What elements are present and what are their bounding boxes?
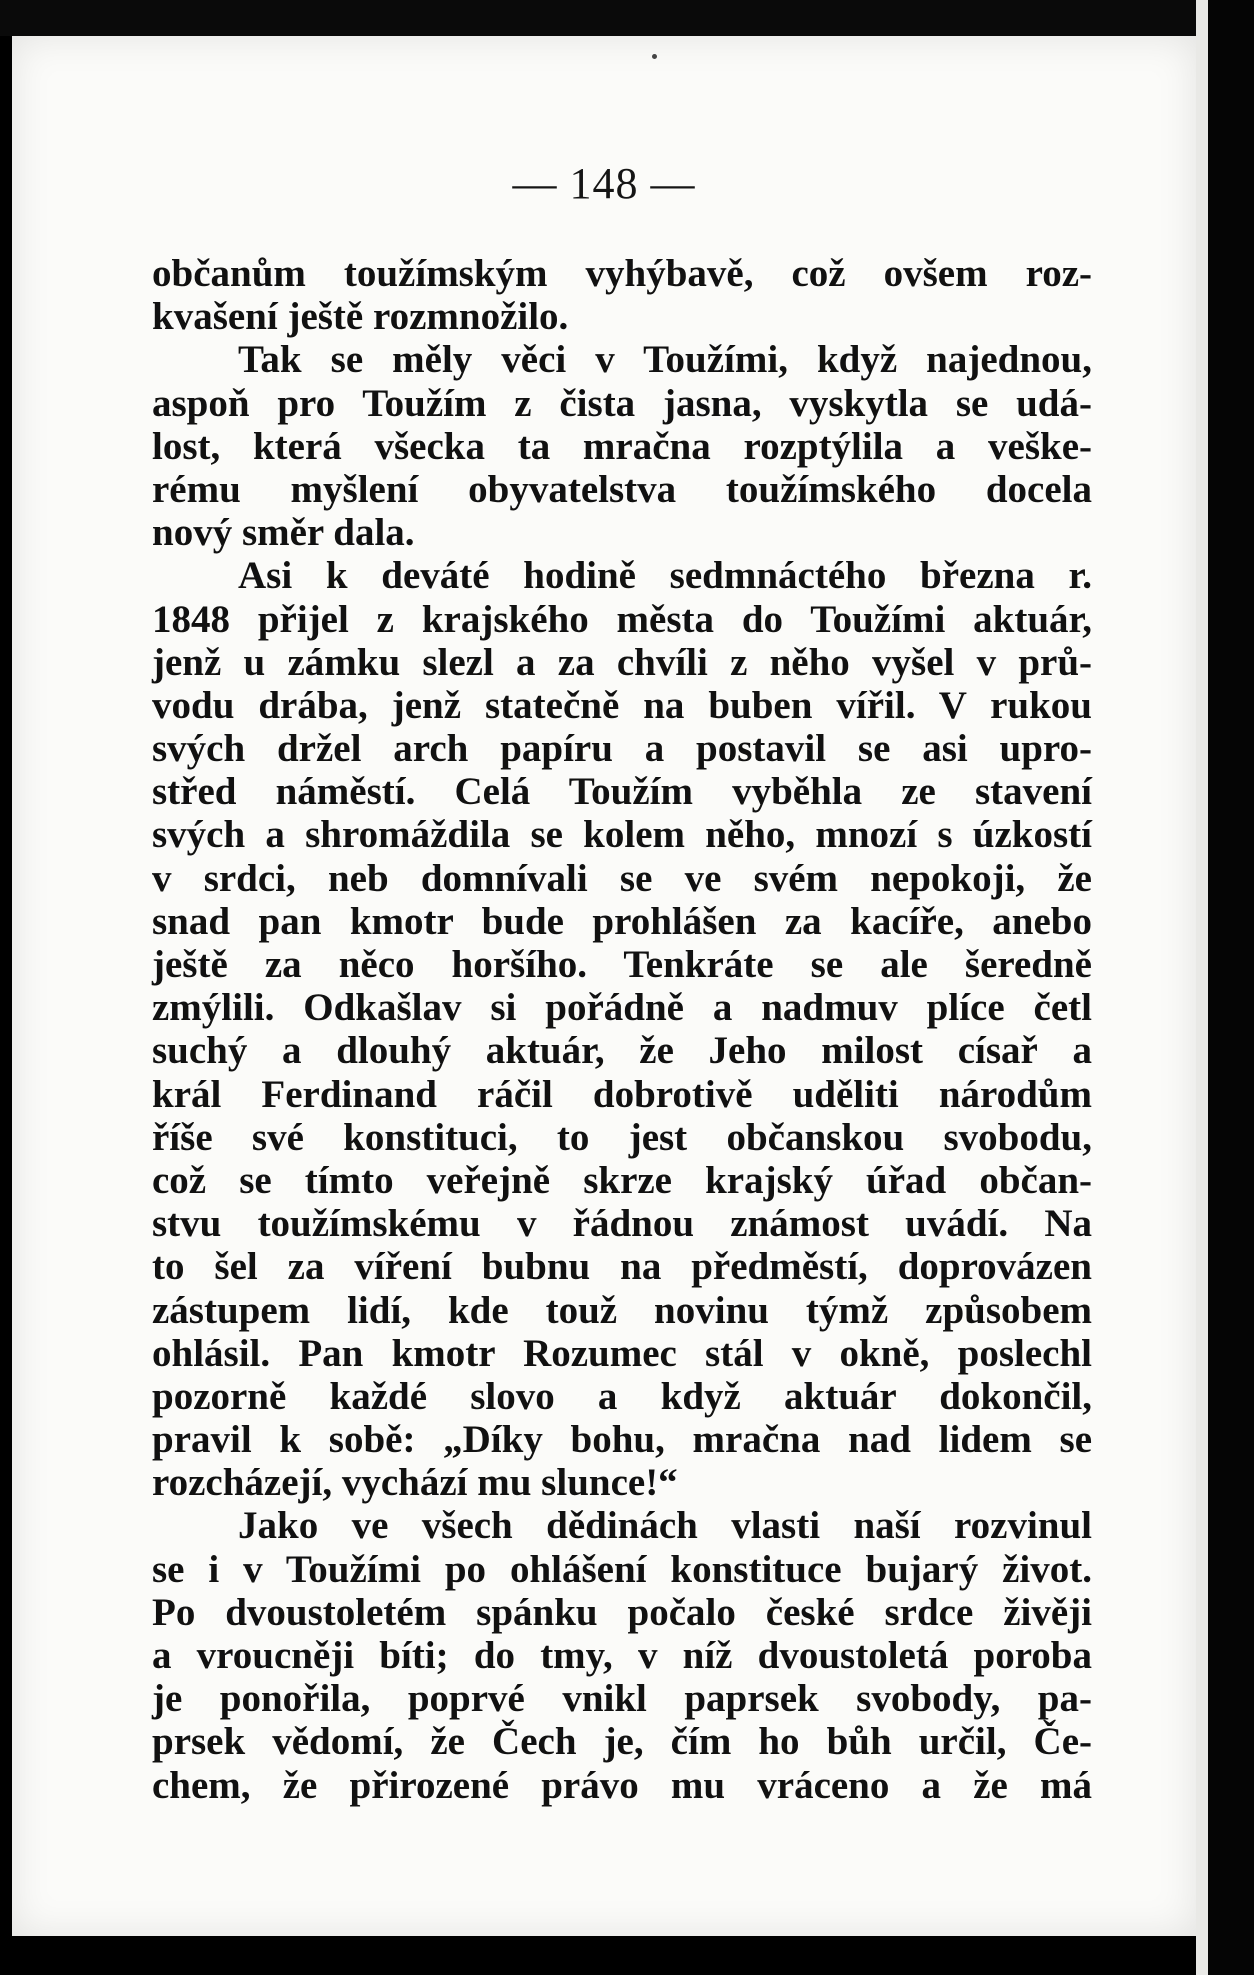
text-line: se i v Toužími po ohlášení konstituce bujarý život. (152, 1547, 1092, 1591)
body-text (152, 252, 1092, 1807)
text-line: král Ferdinand ráčil dobrotivě uděliti národům (152, 1072, 1092, 1116)
scan-right-page-edge (1196, 0, 1208, 1975)
scan-speck (652, 54, 657, 59)
text-line: to šel za víření bubnu na předměstí, doprovázen (152, 1245, 1092, 1289)
text-line: 1848 přijel z krajského města do Toužími aktuár, (152, 597, 1092, 641)
text-line: svých a shromáždila se kolem něho, mnozí s úzkostí (152, 813, 1092, 857)
text-line: a vroucněji bíti; do tmy, v níž dvoustoletá poroba (152, 1634, 1092, 1677)
text-line: vodu drába, jenž statečně na buben vířil. V rukou (152, 683, 1092, 727)
text-line: jenž u zámku slezl a za chvíli z něho vyšel v prů- (152, 640, 1092, 684)
text-line: ohlásil. Pan kmotr Rozumec stál v okně, poslechl (152, 1331, 1092, 1375)
text-line: zmýlili. Odkašlav si pořádně a nadmuv plíce četl (152, 986, 1092, 1030)
scan-top-border (0, 0, 1196, 36)
text-line: pozorně každé slovo a když aktuár dokončil, (152, 1374, 1092, 1418)
text-line: Po dvoustoletém spánku počalo české srdce živěji (152, 1590, 1092, 1634)
text-line: střed náměstí. Celá Toužím vyběhla ze stavení (152, 770, 1092, 814)
text-line: svých držel arch papíru a postavil se asi upro- (152, 727, 1092, 771)
text-line: suchý a dlouhý aktuár, že Jeho milost císař a (152, 1029, 1092, 1073)
text-line: Asi k deváté hodině sedmnáctého března r. (238, 554, 1092, 598)
text-line: pravil k sobě: „Díky bohu, mračna nad lidem se (152, 1418, 1092, 1462)
text-line: občanům toužímským vyhýbavě, což ovšem roz- (152, 252, 1092, 295)
text-line: Jako ve všech dědinách vlasti naší rozvinul (238, 1504, 1092, 1548)
text-line: chem, že přirozené právo mu vráceno a že má (152, 1763, 1092, 1807)
text-line: říše své konstituci, to jest občanskou svobodu, (152, 1115, 1092, 1159)
text-line: nový směr dala. (152, 511, 415, 555)
text-line: rému myšlení obyvatelstva toužímského docela (152, 467, 1092, 511)
text-line: rozcházejí, vychází mu slunce!“ (152, 1461, 678, 1505)
text-line: snad pan kmotr bude prohlášen za kacíře, anebo (152, 899, 1092, 943)
text-line: je ponořila, poprvé vnikl paprsek svobody, pa- (152, 1677, 1092, 1721)
text-line: Tak se měly věci v Toužími, když najednou, (238, 338, 1092, 382)
text-line: což se tímto veřejně skrze krajský úřad občan- (152, 1158, 1092, 1202)
text-line: prsek vědomí, že Čech je, čím ho bůh určil, Če- (152, 1720, 1092, 1764)
book-page (12, 36, 1196, 1936)
text-line: stvu toužímskému v řádnou známost uvádí. Na (152, 1202, 1092, 1246)
text-line: aspoň pro Toužím z čista jasna, vyskytla se udá- (152, 381, 1092, 425)
text-line: lost, která všecka ta mračna rozptýlila a veške- (152, 424, 1092, 468)
text-line: kvašení ještě rozmnožilo. (152, 295, 569, 339)
text-line: ještě za něco horšího. Tenkráte se ale šeredně (152, 943, 1092, 986)
text-line: v srdci, neb domnívali se ve svém nepokoji, že (152, 856, 1092, 900)
scan-right-border (1208, 0, 1254, 1975)
text-line: zástupem lidí, kde touž novinu týmž způsobem (152, 1288, 1092, 1332)
page-number: — 148 — (512, 159, 696, 208)
